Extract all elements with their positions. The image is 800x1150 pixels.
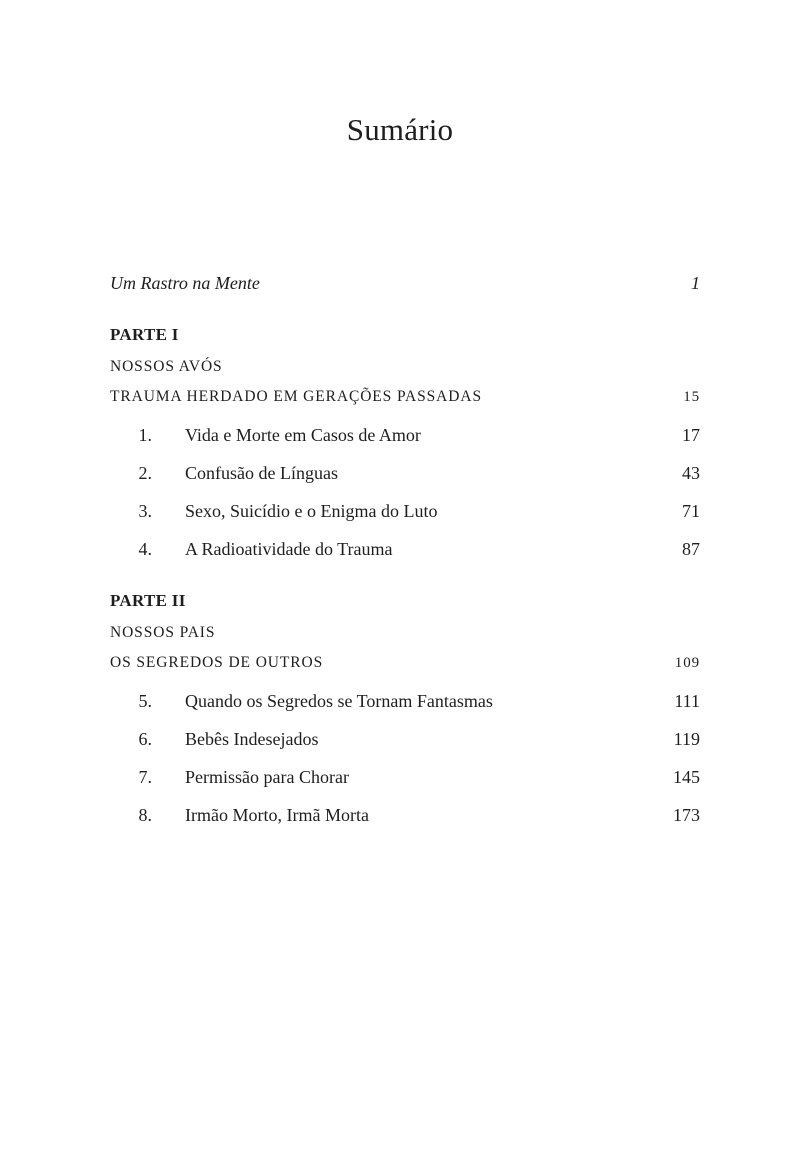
chapter-number: 6. xyxy=(138,729,152,749)
toc-page-number: 145 xyxy=(673,767,700,787)
toc-page-number: 173 xyxy=(673,805,700,825)
toc-entry-label: Quando os Segredos se Tornam Fantasmas xyxy=(185,691,493,711)
toc-entry-label: Um Rastro na Mente xyxy=(110,273,260,293)
toc-entry-chapter[interactable] xyxy=(110,802,700,828)
toc-entry-label: Bebês Indesejados xyxy=(185,729,319,749)
toc-entry-label: Vida e Morte em Casos de Amor xyxy=(185,425,421,445)
toc-entry-chapter[interactable] xyxy=(110,460,700,486)
toc-entry-section[interactable] xyxy=(110,384,700,410)
part-subtitle-label: NOSSOS AVÓS xyxy=(110,358,223,375)
toc-entry-chapter[interactable] xyxy=(110,536,700,562)
toc-page-number: 1 xyxy=(691,273,700,293)
page-title: Sumário xyxy=(346,112,454,147)
toc-page-number: 109 xyxy=(674,655,700,671)
part-heading-label: PARTE I xyxy=(110,325,179,344)
chapter-number: 1. xyxy=(138,425,152,445)
part-heading-label: PARTE II xyxy=(110,591,186,610)
toc-entry-label: TRAUMA HERDADO EM GERAÇÕES PASSADAS xyxy=(110,388,482,405)
toc-entry-label: Irmão Morto, Irmã Morta xyxy=(185,805,369,825)
toc-entry-label: Permissão para Chorar xyxy=(185,767,349,787)
toc-entry-chapter[interactable] xyxy=(110,688,700,714)
chapter-number: 2. xyxy=(138,463,152,483)
toc-entry-label: Confusão de Línguas xyxy=(185,463,338,483)
chapter-number: 3. xyxy=(138,501,152,521)
toc-page-number: 119 xyxy=(673,729,700,749)
toc-entry-chapter[interactable] xyxy=(110,498,700,524)
part-heading xyxy=(110,588,700,614)
toc-page-number: 15 xyxy=(683,389,700,405)
toc-entry-chapter[interactable] xyxy=(110,726,700,752)
part-subtitle xyxy=(110,620,700,646)
toc-entry-label: Sexo, Suicídio e o Enigma do Luto xyxy=(185,501,438,521)
part-subtitle-label: NOSSOS PAIS xyxy=(110,624,216,641)
toc-entry-label: A Radioatividade do Trauma xyxy=(185,539,393,559)
toc-entry-chapter[interactable] xyxy=(110,764,700,790)
toc-entry-intro[interactable] xyxy=(110,270,700,296)
toc-entry-section[interactable] xyxy=(110,650,700,676)
toc-page-number: 87 xyxy=(682,539,700,559)
chapter-number: 8. xyxy=(138,805,152,825)
part-heading xyxy=(110,322,700,348)
toc-entry-chapter[interactable] xyxy=(110,422,700,448)
chapter-number: 4. xyxy=(138,539,152,559)
toc-page-number: 43 xyxy=(682,463,700,483)
toc-entry-label: OS SEGREDOS DE OUTROS xyxy=(110,654,324,671)
part-subtitle xyxy=(110,354,700,380)
toc-page-number: 17 xyxy=(682,425,700,445)
toc-page-number: 71 xyxy=(682,501,700,521)
toc-page-number: 111 xyxy=(674,691,700,711)
chapter-number: 7. xyxy=(138,767,152,787)
chapter-number: 5. xyxy=(138,691,152,711)
